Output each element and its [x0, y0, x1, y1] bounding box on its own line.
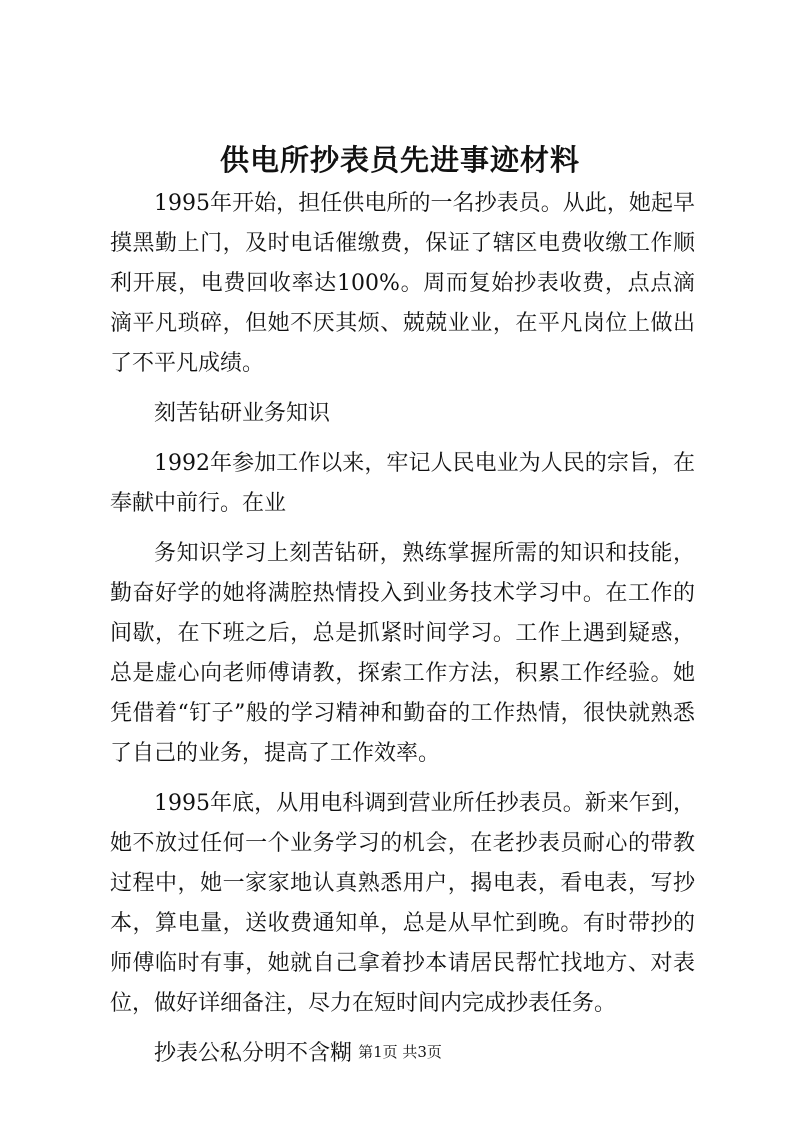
document-title: 供电所抄表员先进事迹材料: [219, 143, 580, 177]
page-footer: 第1页 共3页: [358, 1043, 442, 1061]
paragraph-study: 务知识学习上刻苦钻研，熟练掌握所需的知识和技能，勤奋好学的她将满腔热情投入到业务技术学习中。在工作的间歇，在下班之后，总是抓紧时间学习。工作上遇到疑惑，总是虚心向老师傅请教，探索工作方法，积累工作经验。她凭借着“钉子”般的学习精神和勤奋的工作热情，很快就熟悉了自己的业务，提高了工作效率。: [110, 541, 695, 766]
paragraph-work-start: 1992年参加工作以来，牢记人民电业为人民的宗旨，在奉献中前行。在业: [110, 451, 695, 516]
section-heading-study: 刻苦钻研业务知识: [154, 401, 331, 426]
section-heading-integrity: 抄表公私分明不含糊: [154, 1041, 353, 1066]
paragraph-intro: 1995年开始，担任供电所的一名抄表员。从此，她起早摸黑勤上门，及时电话催缴费，保证了辖区电费收缴工作顺利开展，电费回收率达100%。周而复始抄表收费，点点滴滴平凡琐碎，但她不厌其烦、兢兢业业，在平凡岗位上做出了不平凡成绩。: [110, 191, 695, 376]
paragraph-transfer: 1995年底，从用电科调到营业所任抄表员。新来乍到，她不放过任何一个业务学习的机会，在老抄表员耐心的带教过程中，她一家家地认真熟悉用户，揭电表，看电表，写抄本，算电量，送收费通知单，总是从早忙到晚。有时带抄的师傅临时有事，她就自己拿着抄本请居民帮忙找地方、对表位，做好详细备注，尽力在短时间内完成抄表任务。: [110, 791, 695, 1016]
document-body: [110, 184, 695, 1084]
